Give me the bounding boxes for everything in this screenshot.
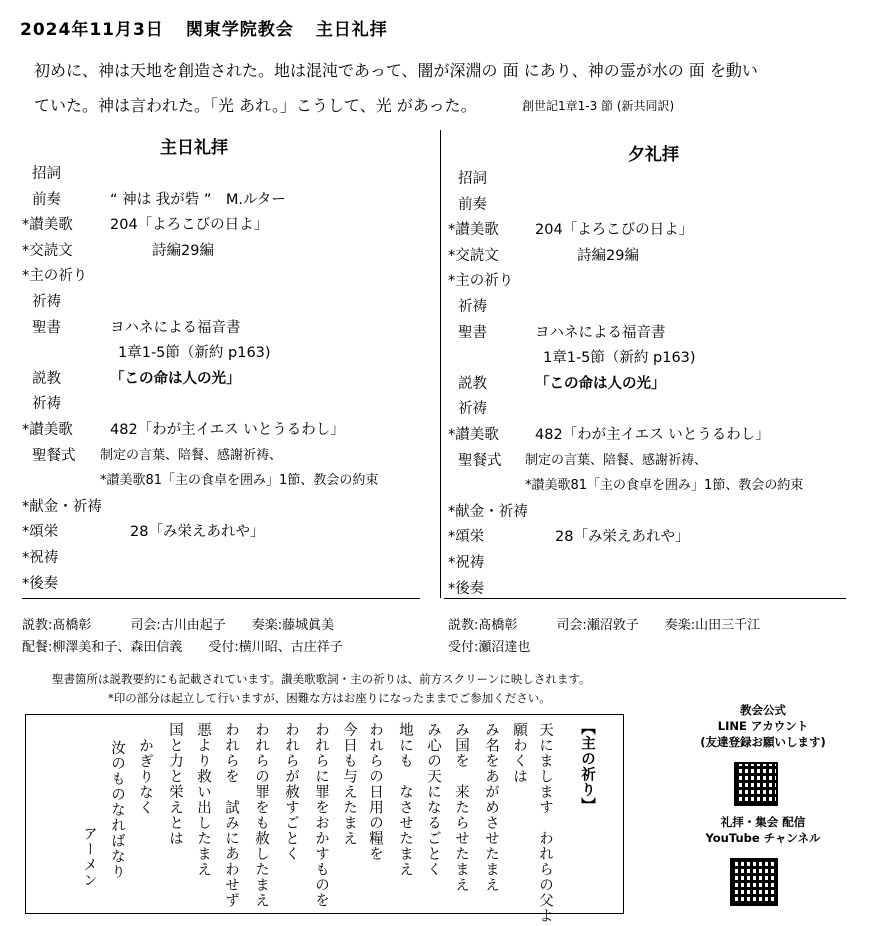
church-name: 関東学院教会 — [185, 20, 294, 40]
column-divider — [440, 130, 442, 598]
morning-item-label: *主の祈り — [22, 268, 88, 285]
evening-item-detail: 482「わが主イエス いとうるわし」 — [535, 427, 770, 443]
morning-heading: 主日礼拝 — [160, 138, 228, 158]
morning-item-label: 祈祷 — [32, 294, 61, 310]
lords-prayer-line: 地にも なさせたまえ — [397, 722, 413, 877]
evening-item-label: *献金・祈祷 — [448, 503, 528, 520]
evening-item-label: 聖書 — [458, 324, 487, 341]
evening-rule — [444, 598, 846, 599]
morning-item-label: *献金・祈祷 — [22, 498, 102, 515]
evening-item-detail: 1章1-5節（新約 p163) — [543, 350, 696, 367]
morning-item-label: *讃美歌 — [22, 217, 73, 234]
evening-item-label: 祈祷 — [458, 401, 487, 418]
morning-staff-line-2: 配餐:柳澤美和子、森田信義 受付:横川昭、古庄祥子 — [22, 640, 343, 655]
verse-reference: 創世記1章1-3 節 (新共同訳) — [522, 99, 675, 113]
lords-prayer-line: われらに罪をおかすものを — [313, 722, 329, 908]
evening-item-detail: 詩編29編 — [577, 247, 639, 264]
line-account-label: 教会公式 LINE アカウント (友達登録お願いします) — [700, 703, 826, 749]
note-line-1: 聖書箇所は説教要約にも記載されています。讃美歌歌詞・主の祈りは、前方スクリーンに映しされます。 — [52, 672, 591, 686]
morning-item-detail: ヨハネによる福音書 — [110, 319, 241, 336]
lords-prayer-line: 汝のものなればなり — [109, 740, 125, 880]
line-qr-code[interactable] — [734, 762, 778, 806]
evening-staff-line-1: 説教:髙橋彰 司会:瀬沼敦子 奏楽:山田三千江 — [448, 618, 761, 633]
evening-item-label: 祈祷 — [458, 299, 487, 315]
evening-item-detail: 「この命は人の光」 — [535, 375, 666, 392]
evening-item-label: 前奏 — [458, 196, 487, 213]
evening-staff-line-2: 受付:瀬沼達也 — [448, 640, 531, 655]
morning-item-detail: 1章1-5節（新約 p163) — [118, 345, 271, 362]
morning-item-detail: *讃美歌81「主の食卓を囲み」1節、教会の約束 — [100, 473, 379, 489]
lords-prayer-line: み国を 来たらせたまえ — [453, 722, 469, 893]
evening-item-detail: *讃美歌81「主の食卓を囲み」1節、教会の約束 — [525, 478, 804, 494]
evening-item-detail: 28「み栄えあれや」 — [555, 529, 690, 546]
morning-item-label: 説教 — [32, 370, 61, 387]
verse-line-1: 初めに、神は天地を創造された。地は混沌であって、闇が深淵の 面 にあり、神の霊が水の 面 を動い — [34, 61, 758, 80]
morning-item-detail: 28「み栄えあれや」 — [130, 524, 265, 541]
evening-item-detail: 204「よろこびの日よ」 — [535, 222, 694, 239]
lords-prayer-line: われらの日用の糧を — [367, 722, 383, 862]
lords-prayer-line: 今日も与えたまえ — [341, 722, 357, 846]
morning-item-detail: “ 神は 我が砦 ” M.ルター — [110, 191, 286, 208]
page-title — [20, 15, 410, 40]
lords-prayer-line: み名をあがめさせたまえ — [483, 722, 499, 893]
evening-item-detail: ヨハネによる福音書 — [535, 324, 666, 341]
morning-item-detail: 詩編29編 — [152, 242, 214, 259]
lords-prayer-line: 天にまします われらの父よ — [537, 722, 553, 924]
evening-item-label: *讃美歌 — [448, 222, 499, 239]
morning-item-label: *頌栄 — [22, 524, 59, 541]
youtube-qr-code[interactable] — [730, 858, 778, 906]
lords-prayer-line: み心の天になるごとく — [425, 722, 441, 877]
service-date: 2024年11月3日 — [20, 20, 164, 40]
service-name: 主日礼拝 — [315, 20, 388, 40]
evening-item-detail: 制定の言葉、陪餐、感謝祈祷、 — [525, 452, 708, 468]
evening-item-label: *讃美歌 — [448, 427, 499, 443]
morning-item-label: 前奏 — [32, 191, 61, 208]
morning-item-label: *後奏 — [22, 575, 59, 592]
morning-item-label: 祈祷 — [32, 396, 61, 413]
morning-item-label: 招詞 — [32, 166, 61, 182]
evening-item-label: 招詞 — [458, 171, 487, 187]
note-line-2: *印の部分は起立して行いますが、困難な方はお座りになったままでご参加ください。 — [108, 691, 551, 705]
morning-item-detail: 制定の言葉、陪餐、感謝祈祷、 — [100, 447, 283, 463]
evening-item-label: 説教 — [458, 375, 487, 392]
morning-item-label: 聖餐式 — [32, 447, 76, 464]
evening-heading: 夕礼拝 — [628, 145, 679, 165]
morning-item-detail: 482「わが主イエス いとうるわし」 — [110, 422, 345, 438]
lords-prayer-line: かぎりなく — [137, 738, 153, 816]
lords-prayer-line: われらを 試みにあわせず — [223, 722, 239, 908]
lords-prayer-line: われらの罪をも赦したまえ — [253, 722, 269, 908]
youtube-label: 礼拝・集会 配信 YouTube チャンネル — [705, 815, 821, 845]
lords-prayer-line: アーメン — [81, 826, 97, 888]
evening-item-label: *祝祷 — [448, 555, 485, 571]
morning-item-label: *交読文 — [22, 242, 73, 259]
morning-staff-line-1: 説教:髙橋彰 司会:古川由起子 奏楽:藤城眞美 — [22, 618, 335, 633]
evening-item-label: 聖餐式 — [458, 452, 502, 469]
morning-rule — [22, 598, 420, 599]
morning-item-detail: 「この命は人の光」 — [110, 370, 241, 387]
morning-item-label: *祝祷 — [22, 550, 59, 566]
lords-prayer-line: 願わくは — [511, 722, 527, 784]
lords-prayer-title: 【主の祈り】 — [579, 720, 595, 813]
verse-line-2: ていた。神は言われた。「光 あれ。」こうして、光 があった。 — [34, 96, 477, 115]
morning-item-label: 聖書 — [32, 319, 61, 336]
lords-prayer-line: 悪より救い出したまえ — [195, 722, 211, 877]
lords-prayer-line: 国と力と栄えとは — [167, 722, 183, 846]
evening-item-label: *頌栄 — [448, 529, 485, 546]
morning-item-label: *讃美歌 — [22, 422, 73, 438]
evening-item-label: *後奏 — [448, 580, 485, 597]
morning-item-detail: 204「よろこびの日よ」 — [110, 217, 269, 234]
lords-prayer-line: われらが赦すごとく — [283, 722, 299, 862]
evening-item-label: *交読文 — [448, 247, 499, 264]
evening-item-label: *主の祈り — [448, 273, 514, 290]
